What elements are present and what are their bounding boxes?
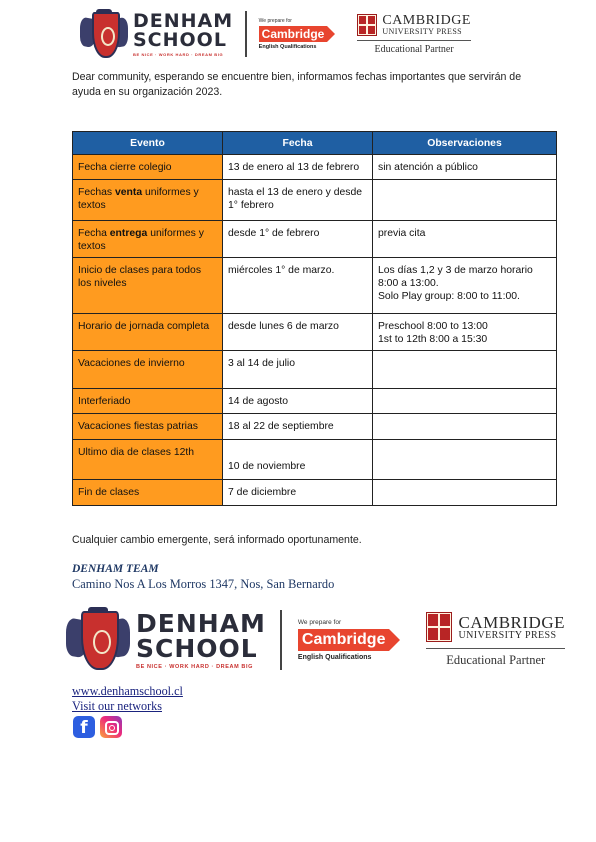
networks-link[interactable]: Visit our networks xyxy=(72,699,162,713)
obs-cell: Preschool 8:00 to 13:00 1st to 12th 8:00 a 15:30 xyxy=(373,314,557,351)
school-name-line2: SCHOOL xyxy=(133,28,227,51)
cambridge-pill: Cambridge xyxy=(259,26,328,42)
event-cell: Fechas venta uniformes y textos xyxy=(73,180,223,221)
obs-cell xyxy=(373,180,557,221)
cup-name-line2: UNIVERSITY PRESS xyxy=(382,26,463,36)
column-header-observaciones: Observaciones xyxy=(373,132,557,155)
event-cell: Fin de clases xyxy=(73,480,223,506)
cup-partner-text: Educational Partner xyxy=(446,653,546,667)
cup-name-line2: UNIVERSITY PRESS xyxy=(458,629,557,641)
table-row xyxy=(73,351,557,389)
instagram-icon[interactable] xyxy=(100,716,122,738)
table-row xyxy=(73,440,557,480)
date-cell: 10 de noviembre xyxy=(223,440,373,480)
obs-cell xyxy=(373,414,557,440)
cup-name-line1: CAMBRIDGE xyxy=(458,612,565,632)
table-header-row xyxy=(73,132,557,155)
cambridge-english-logo xyxy=(298,619,401,661)
obs-cell xyxy=(373,351,557,389)
event-cell: Ultimo dia de clases 12th xyxy=(73,440,223,480)
school-name-line1: DENHAM xyxy=(133,9,234,32)
column-header-fecha: Fecha xyxy=(223,132,373,155)
cup-rule xyxy=(357,40,471,41)
obs-cell xyxy=(373,440,557,480)
logo-divider xyxy=(280,610,282,670)
table-row xyxy=(73,389,557,414)
date-cell: desde 1° de febrero xyxy=(223,221,373,258)
table-row xyxy=(73,414,557,440)
cup-name-line1: CAMBRIDGE xyxy=(382,12,471,28)
event-cell: Fecha entrega uniformes y textos xyxy=(73,221,223,258)
event-cell: Vacaciones fiestas patrias xyxy=(73,414,223,440)
cup-partner-text: Educational Partner xyxy=(374,43,454,55)
signature-team: DENHAM TEAM xyxy=(72,563,159,575)
logo-divider xyxy=(245,11,247,57)
obs-cell: Los días 1,2 y 3 de marzo horario 8:00 a 13:00. Solo Play group: 8:00 to 11:00. xyxy=(373,258,557,314)
prepare-text: We prepare for xyxy=(297,619,342,626)
event-cell: Interferiado xyxy=(73,389,223,414)
school-name-line2: SCHOOL xyxy=(136,633,258,663)
table-row xyxy=(73,221,557,258)
cambridge-university-press-logo xyxy=(357,14,471,55)
table-row xyxy=(73,155,557,180)
qualifications-text: English Qualifications xyxy=(258,44,317,50)
website-link[interactable]: www.denhamschool.cl xyxy=(72,684,183,698)
facebook-icon[interactable] xyxy=(73,716,95,738)
cambridge-pill: Cambridge xyxy=(298,629,390,651)
denham-crest-icon xyxy=(80,9,128,59)
facebook-glyph: f xyxy=(80,718,88,738)
cambridge-university-press-logo xyxy=(426,612,565,668)
date-cell: 14 de agosto xyxy=(223,389,373,414)
school-motto: BE NICE · WORK HARD · DREAM BIG xyxy=(136,663,253,670)
obs-cell: sin atención a público xyxy=(373,155,557,180)
closing-note: Cualquier cambio emergente, será informado oportunamente. xyxy=(72,534,362,546)
obs-cell: previa cita xyxy=(373,221,557,258)
date-cell: desde lunes 6 de marzo xyxy=(223,314,373,351)
date-cell: 18 al 22 de septiembre xyxy=(223,414,373,440)
event-cell: Vacaciones de invierno xyxy=(73,351,223,389)
denham-wordmark xyxy=(133,9,234,57)
event-cell: Horario de jornada completa xyxy=(73,314,223,351)
date-cell: hasta el 13 de enero y desde 1° febrero xyxy=(223,180,373,221)
intro-paragraph: Dear community, esperando se encuentre bien, informamos fechas importantes que servirán de ayuda en su organización 2023. xyxy=(72,71,522,98)
cup-rule xyxy=(426,648,565,649)
school-name-line1: DENHAM xyxy=(136,608,266,638)
table-row xyxy=(73,314,557,351)
event-cell: Fecha cierre colegio xyxy=(73,155,223,180)
school-motto: BE NICE · WORK HARD · DREAM BIG xyxy=(133,51,224,57)
date-cell: 3 al 14 de julio xyxy=(223,351,373,389)
date-cell: 13 de enero al 13 de febrero xyxy=(223,155,373,180)
cambridge-english-logo xyxy=(259,18,336,50)
cambridge-arms-icon xyxy=(357,14,377,36)
event-cell: Inicio de clases para todos los niveles xyxy=(73,258,223,314)
denham-wordmark xyxy=(136,608,266,670)
table-row xyxy=(73,258,557,314)
qualifications-text: English Qualifications xyxy=(297,654,372,661)
signature-address: Camino Nos A Los Morros 1347, Nos, San Bernardo xyxy=(72,577,335,591)
column-header-evento: Evento xyxy=(73,132,223,155)
cambridge-arms-icon xyxy=(426,612,452,642)
table-row xyxy=(73,480,557,506)
denham-crest-icon xyxy=(66,607,130,673)
obs-cell xyxy=(373,389,557,414)
table-row xyxy=(73,180,557,221)
header-logo-band xyxy=(80,8,471,60)
date-cell: 7 de diciembre xyxy=(223,480,373,506)
events-table xyxy=(72,131,557,506)
obs-cell xyxy=(373,480,557,506)
date-cell: miércoles 1° de marzo. xyxy=(223,258,373,314)
footer-logo-band xyxy=(66,606,565,674)
prepare-text: We prepare for xyxy=(258,18,292,24)
